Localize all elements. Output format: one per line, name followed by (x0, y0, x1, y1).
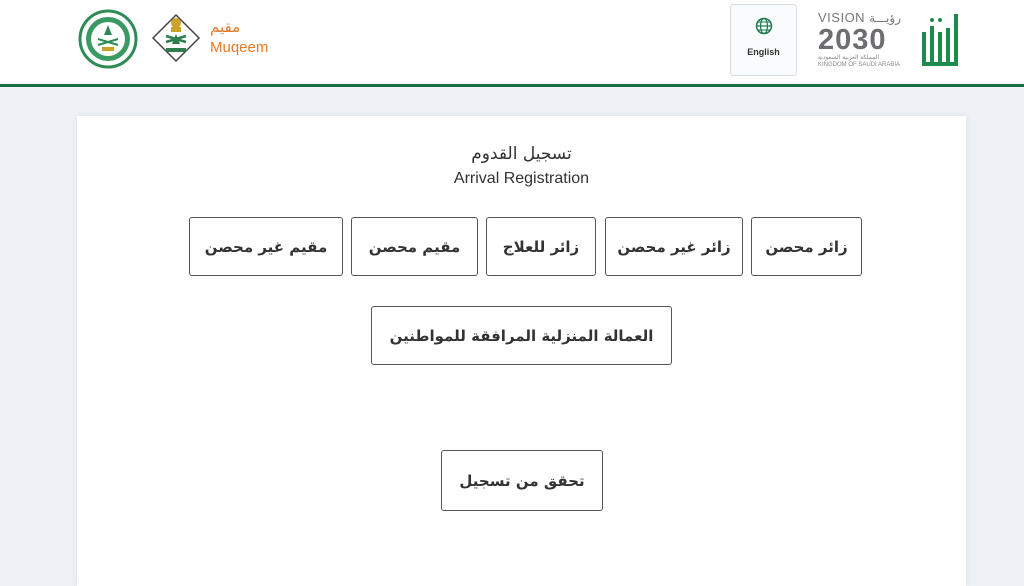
ministry-emblem-icon (78, 9, 138, 69)
vaccinated-resident-button[interactable]: مقيم محصن (351, 217, 478, 276)
page-title-ar: تسجيل القدوم (471, 144, 572, 164)
treatment-visitor-button[interactable]: زائر للعلاج (486, 217, 596, 276)
brand-name-en: Muqeem (210, 39, 269, 56)
vision-heading (818, 10, 908, 25)
top-header (0, 0, 1024, 87)
absher-logo-icon (918, 10, 966, 70)
language-label: English (747, 47, 780, 57)
unvaccinated-resident-button[interactable]: مقيم غير محصن (189, 217, 343, 276)
vision-text: VISION (818, 10, 866, 25)
brand-name-ar: مقيم (210, 18, 241, 36)
vision-subtitle-ar: المملكة العربية السعودية (818, 55, 880, 61)
muqeem-brand (210, 20, 268, 55)
verify-registration-button[interactable]: تحقق من تسجيل (441, 450, 603, 511)
vision-subtitle-en: KINGDOM OF SAUDI ARABIA (818, 62, 901, 69)
unvaccinated-visitor-button[interactable]: زائر غير محصن (605, 217, 743, 276)
page-title-en: Arrival Registration (453, 170, 590, 187)
arrival-registration-card (77, 116, 966, 586)
vision-2030-logo (818, 10, 908, 72)
vaccinated-visitor-button[interactable]: زائر محصن (751, 217, 862, 276)
globe-icon (755, 17, 773, 35)
domestic-workers-button[interactable]: العمالة المنزلية المرافقة للمواطنين (371, 306, 672, 365)
muqeem-emblem-icon (150, 12, 202, 64)
vision-text-ar: رؤيـــة (869, 11, 901, 25)
vision-year: 2030 (818, 24, 887, 56)
language-toggle-button[interactable] (730, 4, 797, 76)
